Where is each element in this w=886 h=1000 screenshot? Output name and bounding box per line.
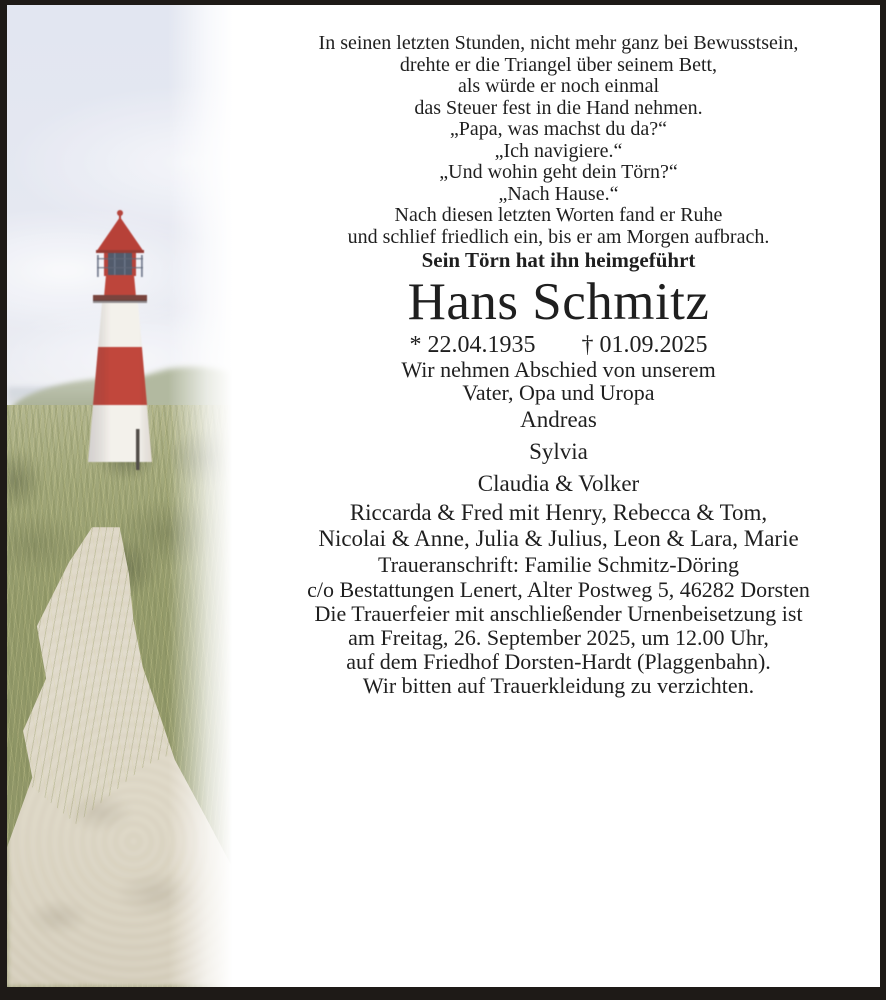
death-date: † 01.09.2025 (581, 332, 708, 358)
mourner-line: Andreas (520, 407, 597, 432)
birth-date: * 22.04.1935 (409, 332, 536, 358)
address-line: Traueranschrift: Familie Schmitz-Döring (378, 552, 739, 577)
lighthouse-photo (7, 5, 237, 987)
afterword-line: Nach diesen letzten Worten fand er Ruhe (394, 204, 723, 226)
mourner-line: Riccarda & Fred mit Henry, Rebecca & Tom, (349, 500, 768, 525)
photo-right-fade (7, 5, 237, 987)
afterword (237, 205, 880, 248)
dress-note: Wir bitten auf Trauerkleidung zu verzichten. (362, 673, 755, 698)
funeral-line: am Freitag, 26. September 2025, um 12.00 Uhr, (348, 625, 769, 650)
mourners-list (237, 404, 880, 552)
mourner-line: Sylvia (529, 439, 588, 464)
verse-line: drehte er die Triangel über seinem Bett, (399, 53, 718, 76)
verse-line: „Nach Hause.“ (498, 182, 619, 205)
verse-line: als würde er noch einmal (457, 75, 660, 97)
opening-verse (237, 33, 880, 205)
funeral-line: auf dem Friedhof Dorsten-Hardt (Plaggenbahn). (346, 649, 771, 674)
motto-line: Sein Törn hat ihn heimgeführt (421, 248, 696, 272)
verse-line: „Und wohin geht dein Törn?“ (439, 161, 678, 183)
mourning-address (237, 552, 880, 602)
verse-line: „Papa, was machst du da?“ (449, 118, 668, 140)
mourner-line: Claudia & Volker (477, 471, 640, 496)
verse-line: „Ich navigiere.“ (494, 139, 623, 162)
funeral-details (237, 602, 880, 674)
afterword-line: und schlief friedlich ein, bis er am Morgen aufbrach. (347, 225, 770, 248)
farewell-line: Wir nehmen Abschied von unserem (401, 357, 716, 382)
farewell-line: Vater, Opa und Uropa (462, 380, 655, 405)
notice-text (237, 5, 880, 987)
funeral-line: Die Trauerfeier mit anschließender Urnenbeisetzung ist (314, 601, 803, 626)
address-line: c/o Bestattungen Lenert, Alter Postweg 5, 46282 Dorsten (307, 577, 810, 602)
life-dates (237, 332, 880, 358)
verse-line: In seinen letzten Stunden, nicht mehr ganz bei Bewusstsein, (318, 32, 799, 54)
farewell-statement (237, 358, 880, 404)
verse-line: das Steuer fest in die Hand nehmen. (414, 96, 703, 119)
deceased-name: Hans Schmitz (407, 273, 710, 331)
mourner-line: Nicolai & Anne, Julia & Julius, Leon & Lara, Marie (318, 526, 799, 551)
